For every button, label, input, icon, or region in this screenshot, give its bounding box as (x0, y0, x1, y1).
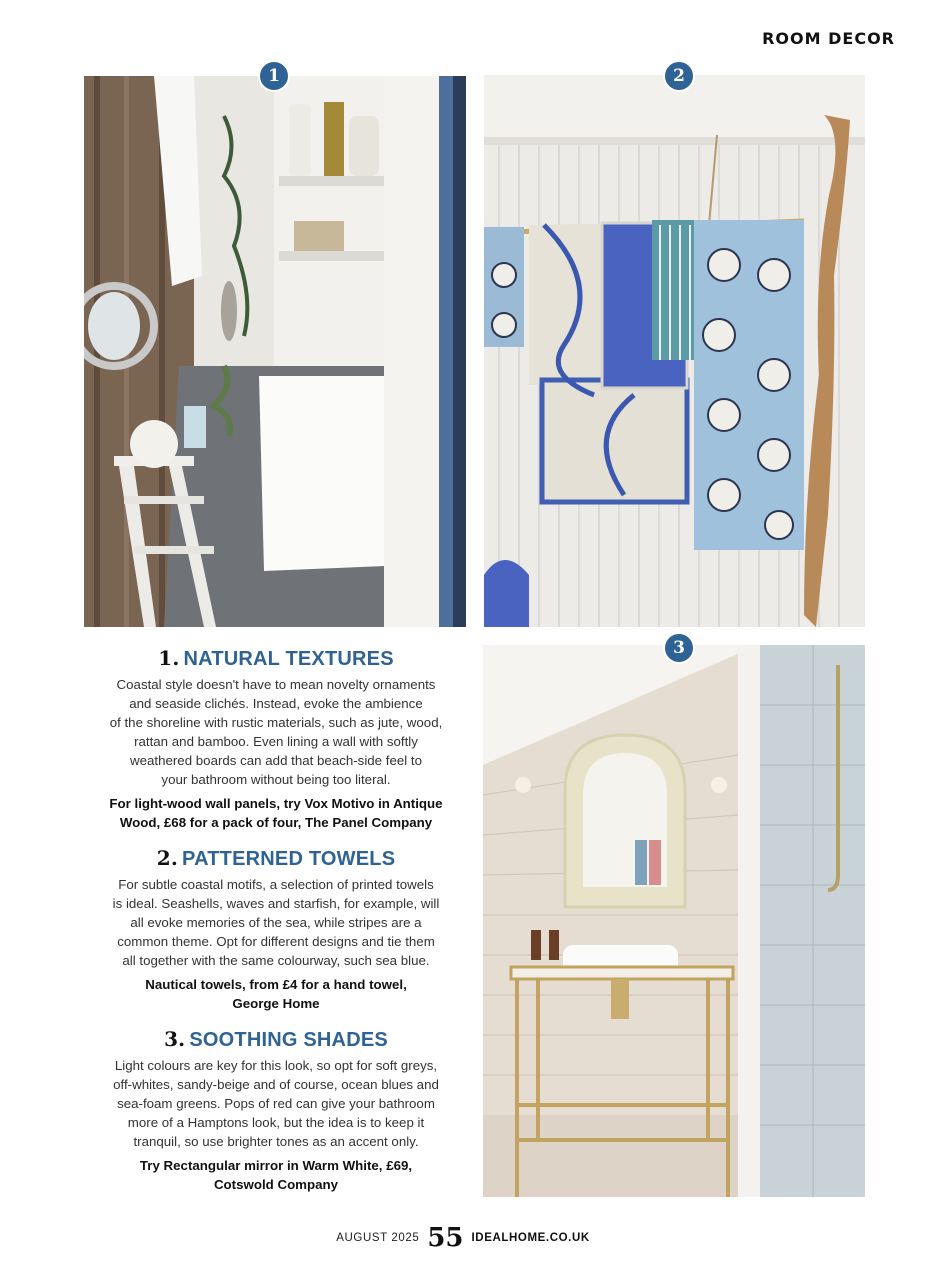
section-number: 1. (158, 646, 180, 670)
credit-line: For light-wood wall panels, try Vox Motivo in Antique (109, 796, 443, 811)
section-title: NATURAL TEXTURES (183, 648, 394, 670)
body-line: common theme. Opt for different designs and tie them (117, 934, 435, 949)
product-credit (96, 1156, 456, 1194)
article-section-patterned-towels (96, 846, 456, 1013)
photo-natural-textures (84, 76, 466, 627)
section-heading (96, 1027, 456, 1052)
section-body (96, 875, 456, 970)
section-heading (96, 846, 456, 871)
body-line: weathered boards can add that beach-side feel to (130, 753, 422, 768)
section-title: PATTERNED TOWELS (182, 848, 396, 870)
body-line: off-whites, sandy-beige and of course, ocean blues and (113, 1077, 439, 1092)
photo-number-badge: 1 (258, 60, 290, 92)
photo-number-badge: 2 (663, 60, 695, 92)
credit-line: Wood, £68 for a pack of four, The Panel Company (119, 815, 433, 830)
credit-line: Cotswold Company (213, 1177, 339, 1192)
body-line: sea-foam greens. Pops of red can give your bathroom (117, 1096, 435, 1111)
body-line: and seaside clichés. Instead, evoke the ambience (129, 696, 423, 711)
credit-line: Try Rectangular mirror in Warm White, £69, (139, 1158, 413, 1173)
photo-number-badge: 3 (663, 632, 695, 664)
body-line: Coastal style doesn't have to mean novelty ornaments (116, 677, 436, 692)
section-label: ROOM DECOR (762, 29, 895, 48)
section-title: SOOTHING SHADES (189, 1029, 388, 1051)
body-line: rattan and bamboo. Even lining a wall with softly (134, 734, 418, 749)
section-number: 2. (156, 846, 179, 870)
body-line: For subtle coastal motifs, a selection of printed towels (118, 877, 434, 892)
product-credit (96, 794, 456, 832)
section-body (96, 1056, 456, 1151)
page-footer (0, 1224, 926, 1252)
page-number: 55 (427, 1223, 464, 1253)
section-number: 3. (164, 1027, 186, 1051)
article-section-soothing-shades (96, 1027, 456, 1194)
body-line: more of a Hamptons look, but the idea is to keep it (127, 1115, 425, 1130)
body-line: of the shoreline with rustic materials, such as jute, wood, (109, 715, 443, 730)
credit-line: George Home (232, 996, 320, 1011)
body-line: Light colours are key for this look, so opt for soft greys, (114, 1058, 438, 1073)
issue-date: AUGUST 2025 (336, 1232, 420, 1244)
body-line: is ideal. Seashells, waves and starfish, for example, will (112, 896, 440, 911)
body-line: tranquil, so use brighter tones as an accent only. (133, 1134, 419, 1149)
product-credit (96, 975, 456, 1013)
section-heading (96, 646, 456, 671)
body-line: all evoke memories of the sea, while stripes are a (130, 915, 422, 930)
section-body (96, 675, 456, 789)
photo-patterned-towels (484, 75, 865, 627)
body-line: your bathroom without being too literal. (161, 772, 391, 787)
credit-line: Nautical towels, from £4 for a hand towel, (145, 977, 407, 992)
website-link: IDEALHOME.CO.UK (471, 1232, 590, 1244)
photo-soothing-shades (483, 645, 865, 1197)
article-section-natural-textures (96, 646, 456, 832)
body-line: all together with the same colourway, such sea blue. (122, 953, 430, 968)
